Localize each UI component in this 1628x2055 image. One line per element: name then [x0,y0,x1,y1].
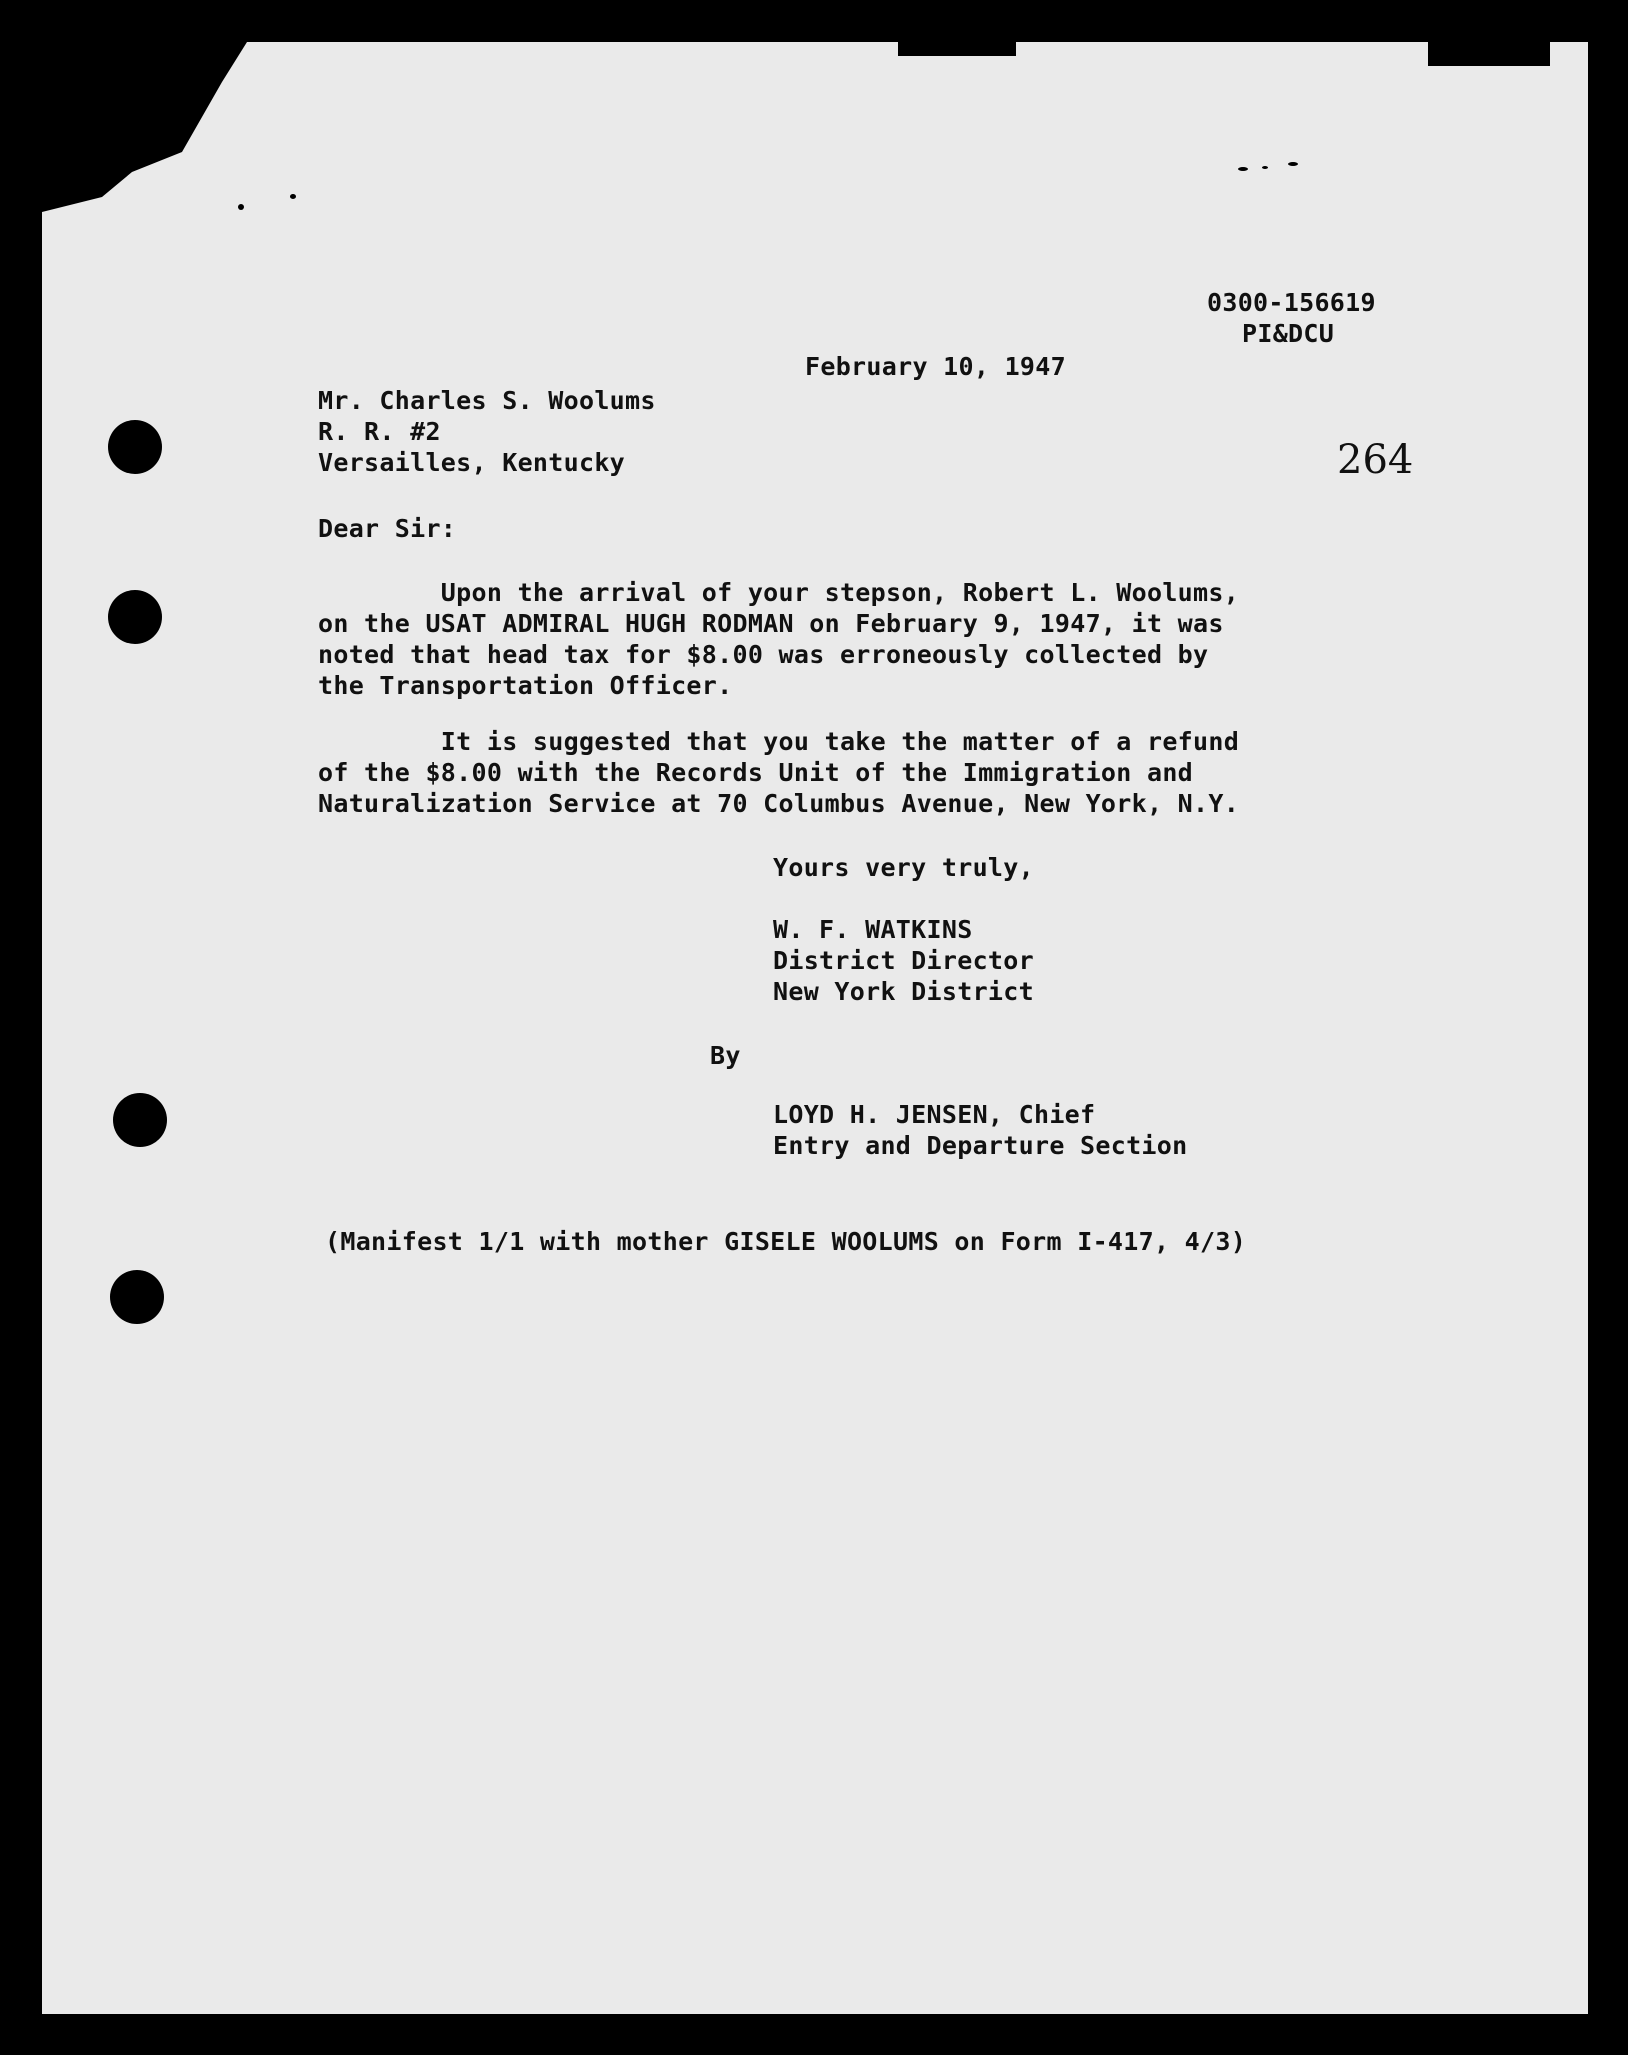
paragraph-2-line-3: Naturalization Service at 70 Columbus Avenue, New York, N.Y. [318,789,1240,818]
agent-name: LOYD H. JENSEN, Chief [773,1100,1096,1129]
letter-page [42,42,1588,2014]
ink-speck [1262,166,1268,169]
top-notch-right [1428,42,1550,66]
paragraph-1-line-1: Upon the arrival of your stepson, Robert L. Woolums, [318,578,1240,607]
file-number: 0300-156619 [1207,288,1376,317]
signer-title: District Director [773,946,1034,975]
manifest-note: (Manifest 1/1 with mother GISELE WOOLUMS on Form I-417, 4/3) [325,1227,1247,1256]
paragraph-1-line-2: on the USAT ADMIRAL HUGH RODMAN on February 9, 1947, it was [318,609,1224,638]
recipient-route: R. R. #2 [318,417,441,446]
by-label: By [710,1041,741,1070]
punch-hole-1 [108,420,162,474]
ink-speck [1288,162,1298,166]
paragraph-2-line-1: It is suggested that you take the matter of a refund [318,727,1240,756]
ink-speck [290,194,296,199]
salutation: Dear Sir: [318,514,457,543]
punch-hole-3 [113,1093,167,1147]
ink-speck [238,204,244,210]
office-code: PI&DCU [1242,319,1335,348]
recipient-name: Mr. Charles S. Woolums [318,386,656,415]
top-notch-left [898,42,1016,56]
ink-speck [1238,167,1248,171]
punch-hole-2 [108,590,162,644]
closing: Yours very truly, [773,853,1034,882]
recipient-city: Versailles, Kentucky [318,448,626,477]
signer-name: W. F. WATKINS [773,915,973,944]
letter-date: February 10, 1947 [805,352,1066,381]
punch-hole-4 [110,1270,164,1324]
paragraph-1-line-4: the Transportation Officer. [318,671,733,700]
agent-section: Entry and Departure Section [773,1131,1188,1160]
paragraph-2-line-2: of the $8.00 with the Records Unit of the Immigration and [318,758,1194,787]
signer-district: New York District [773,977,1034,1006]
paragraph-1-line-3: noted that head tax for $8.00 was erroneously collected by [318,640,1209,669]
page-number: 264 [1337,437,1414,483]
